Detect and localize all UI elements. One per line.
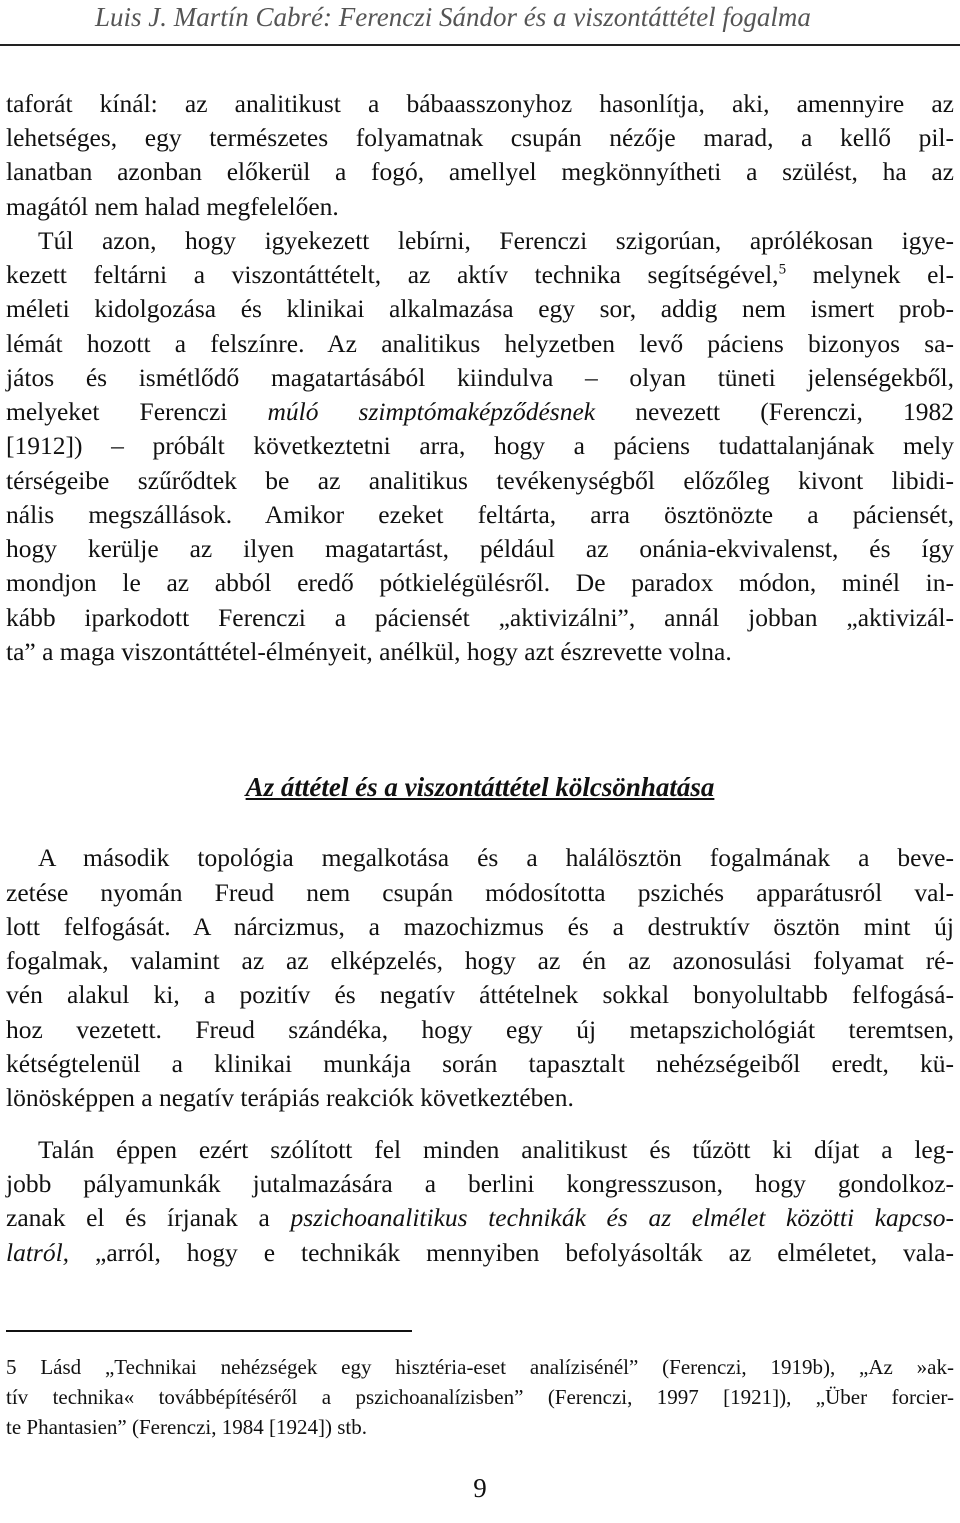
running-header xyxy=(0,0,960,46)
page-number: 9 xyxy=(473,1473,487,1503)
text-line: ta” a maga viszontáttétel-élményeit, anélkül, hogy azt észrevette volna. xyxy=(6,637,732,666)
text-line: hogy kerülje az ilyen magatartást, például az onánia-ekvivalenst, és így xyxy=(6,534,954,563)
footnote-line xyxy=(6,1352,954,1382)
text-run: Lásd „Technikai nehézségek egy hisztéria-eset analízisénél” (Ferenczi, 1919b), „Az »ak- xyxy=(16,1355,954,1379)
footnote-line: te Phantasien” (Ferenczi, 1984 [1924]) stb. xyxy=(6,1415,367,1439)
footnote-reference: 5 xyxy=(778,261,787,278)
text-line: [1912]) – próbált következtetni arra, hogy a páciens tudattalanjának mely xyxy=(6,431,954,460)
text-line: hoz vezetett. Freud szándéka, hogy egy új metapszichológiát teremtsen, xyxy=(6,1015,954,1044)
text-line: fogalmak, valamint az az elképzelés, hogy az én az azonosulási folyamat ré- xyxy=(6,946,954,975)
text-run: kezett feltárni a viszontáttételt, az aktív technika segítségével, xyxy=(6,260,779,289)
text-run: zanak el és írjanak a xyxy=(6,1203,291,1232)
text-line: zetése nyomán Freud nem csupán módosította pszichés apparátusról val- xyxy=(6,878,954,907)
text-line: A második topológia megalkotása és a halálösztön fogalmának a beve- xyxy=(38,843,954,872)
footnote-marker: 5 xyxy=(6,1355,17,1379)
text-line: vén alakul ki, a pozitív és negatív áttételnek sokkal bonyolultabb felfogásá- xyxy=(6,980,954,1009)
text-line: játos és ismétlődő magatartásából kiindulva – olyan tüneti jelenségekből, xyxy=(6,363,954,392)
text-line xyxy=(6,258,954,292)
text-line: mondjon le az abból eredő pótkielégülésről. De paradox módon, minél in- xyxy=(6,568,954,597)
text-line: lehetséges, egy természetes folyamatnak csupán nézője marad, a kellő pil- xyxy=(6,123,954,152)
text-line xyxy=(6,1236,954,1270)
footnote-divider xyxy=(6,1330,412,1332)
text-line: lémát hozott a felszínre. Az analitikus helyzetben levő páciens bizonyos sa- xyxy=(6,329,954,358)
text-run: melyeket Ferenczi xyxy=(6,397,268,426)
text-line: nális megszállások. Amikor ezeket feltárta, arra ösztönözte a páciensét, xyxy=(6,500,954,529)
text-run: melynek el- xyxy=(786,260,954,289)
text-line: kább iparkodott Ferenczi a páciensét „aktivizálni”, annál jobban „aktivizál- xyxy=(6,603,954,632)
running-title: Luis J. Martín Cabré: Ferenczi Sándor és a viszontáttétel fogalma xyxy=(95,2,811,32)
text-line: kétségtelenül a klinikai munkája során tapasztalt nehézségeiből eredt, kü- xyxy=(6,1049,954,1078)
text-line: méleti kidolgozása és klinikai alkalmazása egy sor, addig nem ismert prob- xyxy=(6,294,954,323)
text-line xyxy=(6,395,954,429)
text-line: jobb pályamunkák jutalmazására a berlini kongresszuson, hogy gondolkoz- xyxy=(6,1169,954,1198)
italic-term: múló szimptómaképződésnek xyxy=(267,397,596,426)
text-line: lott felfogását. A nárcizmus, a mazochizmus és a destruktív ösztön mint új xyxy=(6,912,954,941)
section-heading: Az áttétel és a viszontáttétel kölcsönhatása xyxy=(245,772,715,802)
text-line: lönösképpen a negatív terápiás reakciók következtében. xyxy=(6,1083,574,1112)
text-line: magától nem halad megfelelően. xyxy=(6,192,339,221)
italic-term: pszichoanalitikus technikák és az elmélet közötti kapcso- xyxy=(290,1203,955,1232)
text-line: taforát kínál: az analitikust a bábaasszonyhoz hasonlítja, aki, amennyire az xyxy=(6,89,954,118)
text-line: lanatban azonban előkerül a fogó, amellyel megkönnyítheti a szülést, ha az xyxy=(6,157,954,186)
footnote-line: tív technika« továbbépítéséről a pszichoanalízisben” (Ferenczi, 1997 [1921]), „Über forcier- xyxy=(6,1385,954,1409)
text-line: Túl azon, hogy igyekezett lebírni, Ferenczi szigorúan, aprólékosan igye- xyxy=(38,226,954,255)
text-run: nevezett (Ferenczi, 1982 xyxy=(595,397,954,426)
italic-term: latról, xyxy=(6,1238,70,1267)
text-line: Talán éppen ezért szólított fel minden analitikust és tűzött ki díjat a leg- xyxy=(38,1135,954,1164)
text-line xyxy=(6,1201,954,1235)
text-line: térségeibe szűrődtek be az analitikus tevékenységből előzőleg kivont libidi- xyxy=(6,466,954,495)
text-run: „arról, hogy e technikák mennyiben befolyásolták az elméletet, vala- xyxy=(69,1238,954,1267)
